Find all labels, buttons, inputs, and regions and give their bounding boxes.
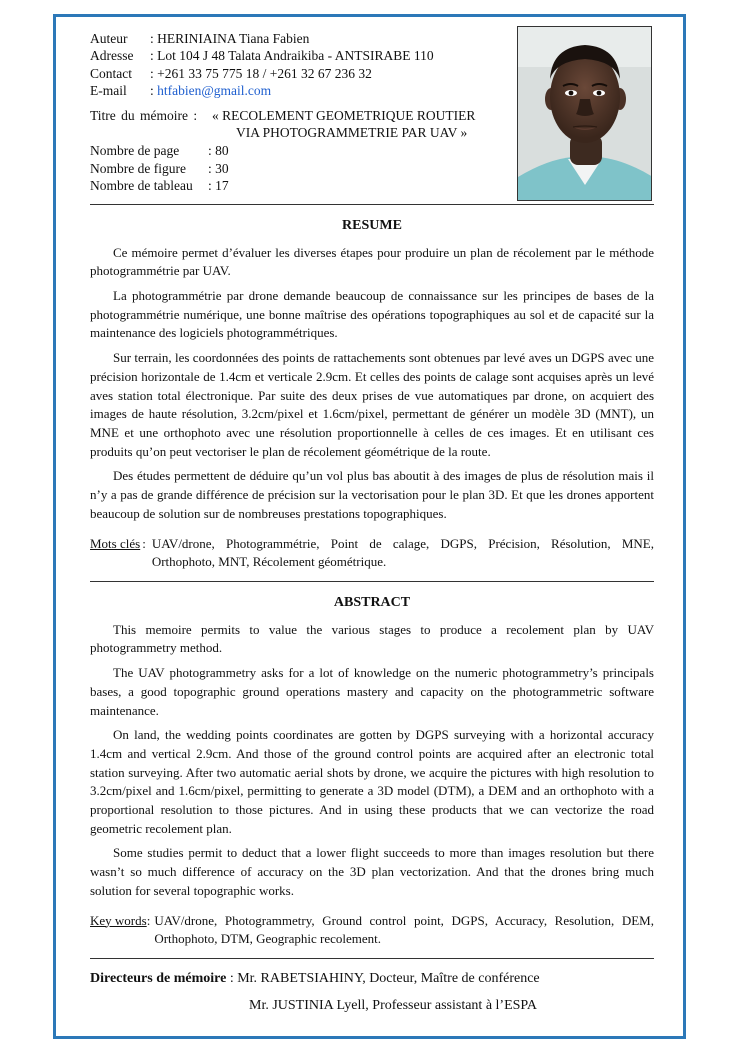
contact-label: Contact (90, 65, 132, 81)
keywords-label: Mots clés (90, 535, 141, 551)
resume-paragraph: Ce mémoire permet d’évaluer les diverses étapes pour produire un plan de récolement par le méthode photogrammétrie par UAV. (90, 244, 654, 279)
author-value: : HERINIAINA Tiana Fabien (150, 31, 310, 46)
document-body (90, 30, 654, 1017)
abstract-title: ABSTRACT (333, 594, 411, 610)
abstract-keywords (90, 912, 654, 949)
resume-title: RESUME (342, 217, 402, 233)
pages-row (90, 142, 654, 159)
author-label: Auteur (90, 31, 128, 46)
pages-value: : 80 (208, 143, 229, 159)
abstract-paragraph: The UAV photogrammetry asks for a lot of knowledge on the numeric photogrammetry’s principals bases, a good topographic ground operations mastery and capacity on the photogrammetric software maintenance. (90, 665, 654, 718)
email-row (90, 82, 654, 99)
figures-label: Nombre de figure (90, 160, 186, 176)
author-row (90, 30, 654, 47)
divider (90, 204, 654, 205)
email-label: E-mail (90, 83, 127, 99)
tables-value: : 17 (208, 178, 229, 194)
thesis-title-line1: « RECOLEMENT GEOMETRIQUE ROUTIER (212, 107, 476, 123)
resume-keywords (90, 535, 654, 572)
pages-label: Nombre de page (90, 143, 180, 159)
directors-row (90, 968, 654, 990)
resume-paragraph: Des études permettent de déduire qu’un vol plus bas aboutit à des images de plus de résolution mais il n’y a pas de grande différence de précision sur la vectorisation pour le plan 3D. Et que les drones apportent beaucoup de solution sur de nombreuses prestations topographiques. (90, 468, 654, 521)
director-2: Mr. JUSTINIA Lyell, Professeur assistant à l’ESPA (249, 997, 538, 1013)
thesis-title-line2: VIA PHOTOGRAMMETRIE PAR UAV » (236, 125, 468, 141)
address-row (90, 47, 654, 64)
director-1: Mr. RABETSIAHINY, Docteur, Maître de conférence (237, 970, 540, 986)
keywords-separator: : (142, 535, 146, 551)
address-value: : Lot 104 J 48 Talata Andraikiba - ANTSIRABE 110 (150, 48, 434, 64)
thesis-title-label: Titre du mémoire : (90, 107, 198, 123)
keywords-value: UAV/drone, Photogrammétrie, Point de calage, DGPS, Précision, Résolution, MNE, Orthophoto, MNT, Récolement géométrique. (151, 535, 654, 570)
directors-label: Directeurs de mémoire (90, 970, 227, 986)
figures-row (90, 160, 654, 177)
email-separator: : (150, 83, 158, 99)
abstract-paragraph: Some studies permit to deduct that a lower flight succeeds to more than images resolution but there wasn’t so much difference of accuracy on the 3D plan vectorization. And that the drones bring much solution for several topographic works. (90, 845, 654, 898)
contact-row (90, 65, 654, 82)
email-link[interactable]: htfabien@gmail.com (157, 83, 272, 99)
resume-paragraph: La photogrammétrie par drone demande beaucoup de connaissance sur les principes de bases de la photogrammétrie numérique, une bonne maîtrise des opérations topographiques au sol et de capacité sur la maintenance des logiciels photogrammétriques. (90, 288, 654, 341)
resume-paragraph: Sur terrain, les coordonnées des points de rattachements sont obtenues par levé aves un DGPS avec une précision horizontale de 1.4cm et verticale 2.9cm. Et celles des points de calage sont acquises après un levé aves station total électronique. Par suite des deux prises de vue automatiques par drone, on acquiert des images de haute résolution, 3.2cm/pixel et 1.6cm/pixel, permettant de générer un modèle 3D (MNT), un MNE et une orthophoto avec une résolution proportionnelle à celles de ces images. Et en utilisant ces produits qu’on peut vectoriser le plan de récolement géométrique de la route. (90, 350, 654, 459)
tables-label: Nombre de tableau (90, 178, 193, 194)
contact-value: : +261 33 75 775 18 / +261 32 67 236 32 (150, 65, 372, 81)
abstract-paragraph: This memoire permits to value the various stages to produce a recolement plan by UAV photogrammetry method. (90, 621, 654, 656)
keywords-label: Key words (90, 912, 147, 928)
abstract-paragraph: On land, the wedding points coordinates are gotten by DGPS surveying with a horizontal accuracy 1.4cm and vertical 2.9cm. And those of the ground control points are acquired after an electronic total station surveying. After two automatic aerial shots by drone, we acquire the pictures with high resolution to 3.2cm/pixel and 1.6cm/pixel, permitting to generate a 3D model (DTM), a DEM and an orthophoto with a proportional resolution to those pictures. And in using these products that we can vectorize the road geometric recolement plan. (90, 727, 654, 836)
keywords-separator: : (146, 912, 151, 928)
directors-separator: : (226, 970, 238, 986)
keywords-value: UAV/drone, Photogrammetry, Ground control point, DGPS, Accuracy, Resolution, DEM, Orthophoto, DTM, Geographic recolement. (154, 912, 654, 947)
tables-row (90, 177, 654, 194)
divider (90, 958, 654, 959)
thesis-title-row (90, 107, 654, 124)
address-label: Adresse (90, 48, 134, 64)
figures-value: : 30 (208, 160, 229, 176)
divider (90, 581, 654, 582)
